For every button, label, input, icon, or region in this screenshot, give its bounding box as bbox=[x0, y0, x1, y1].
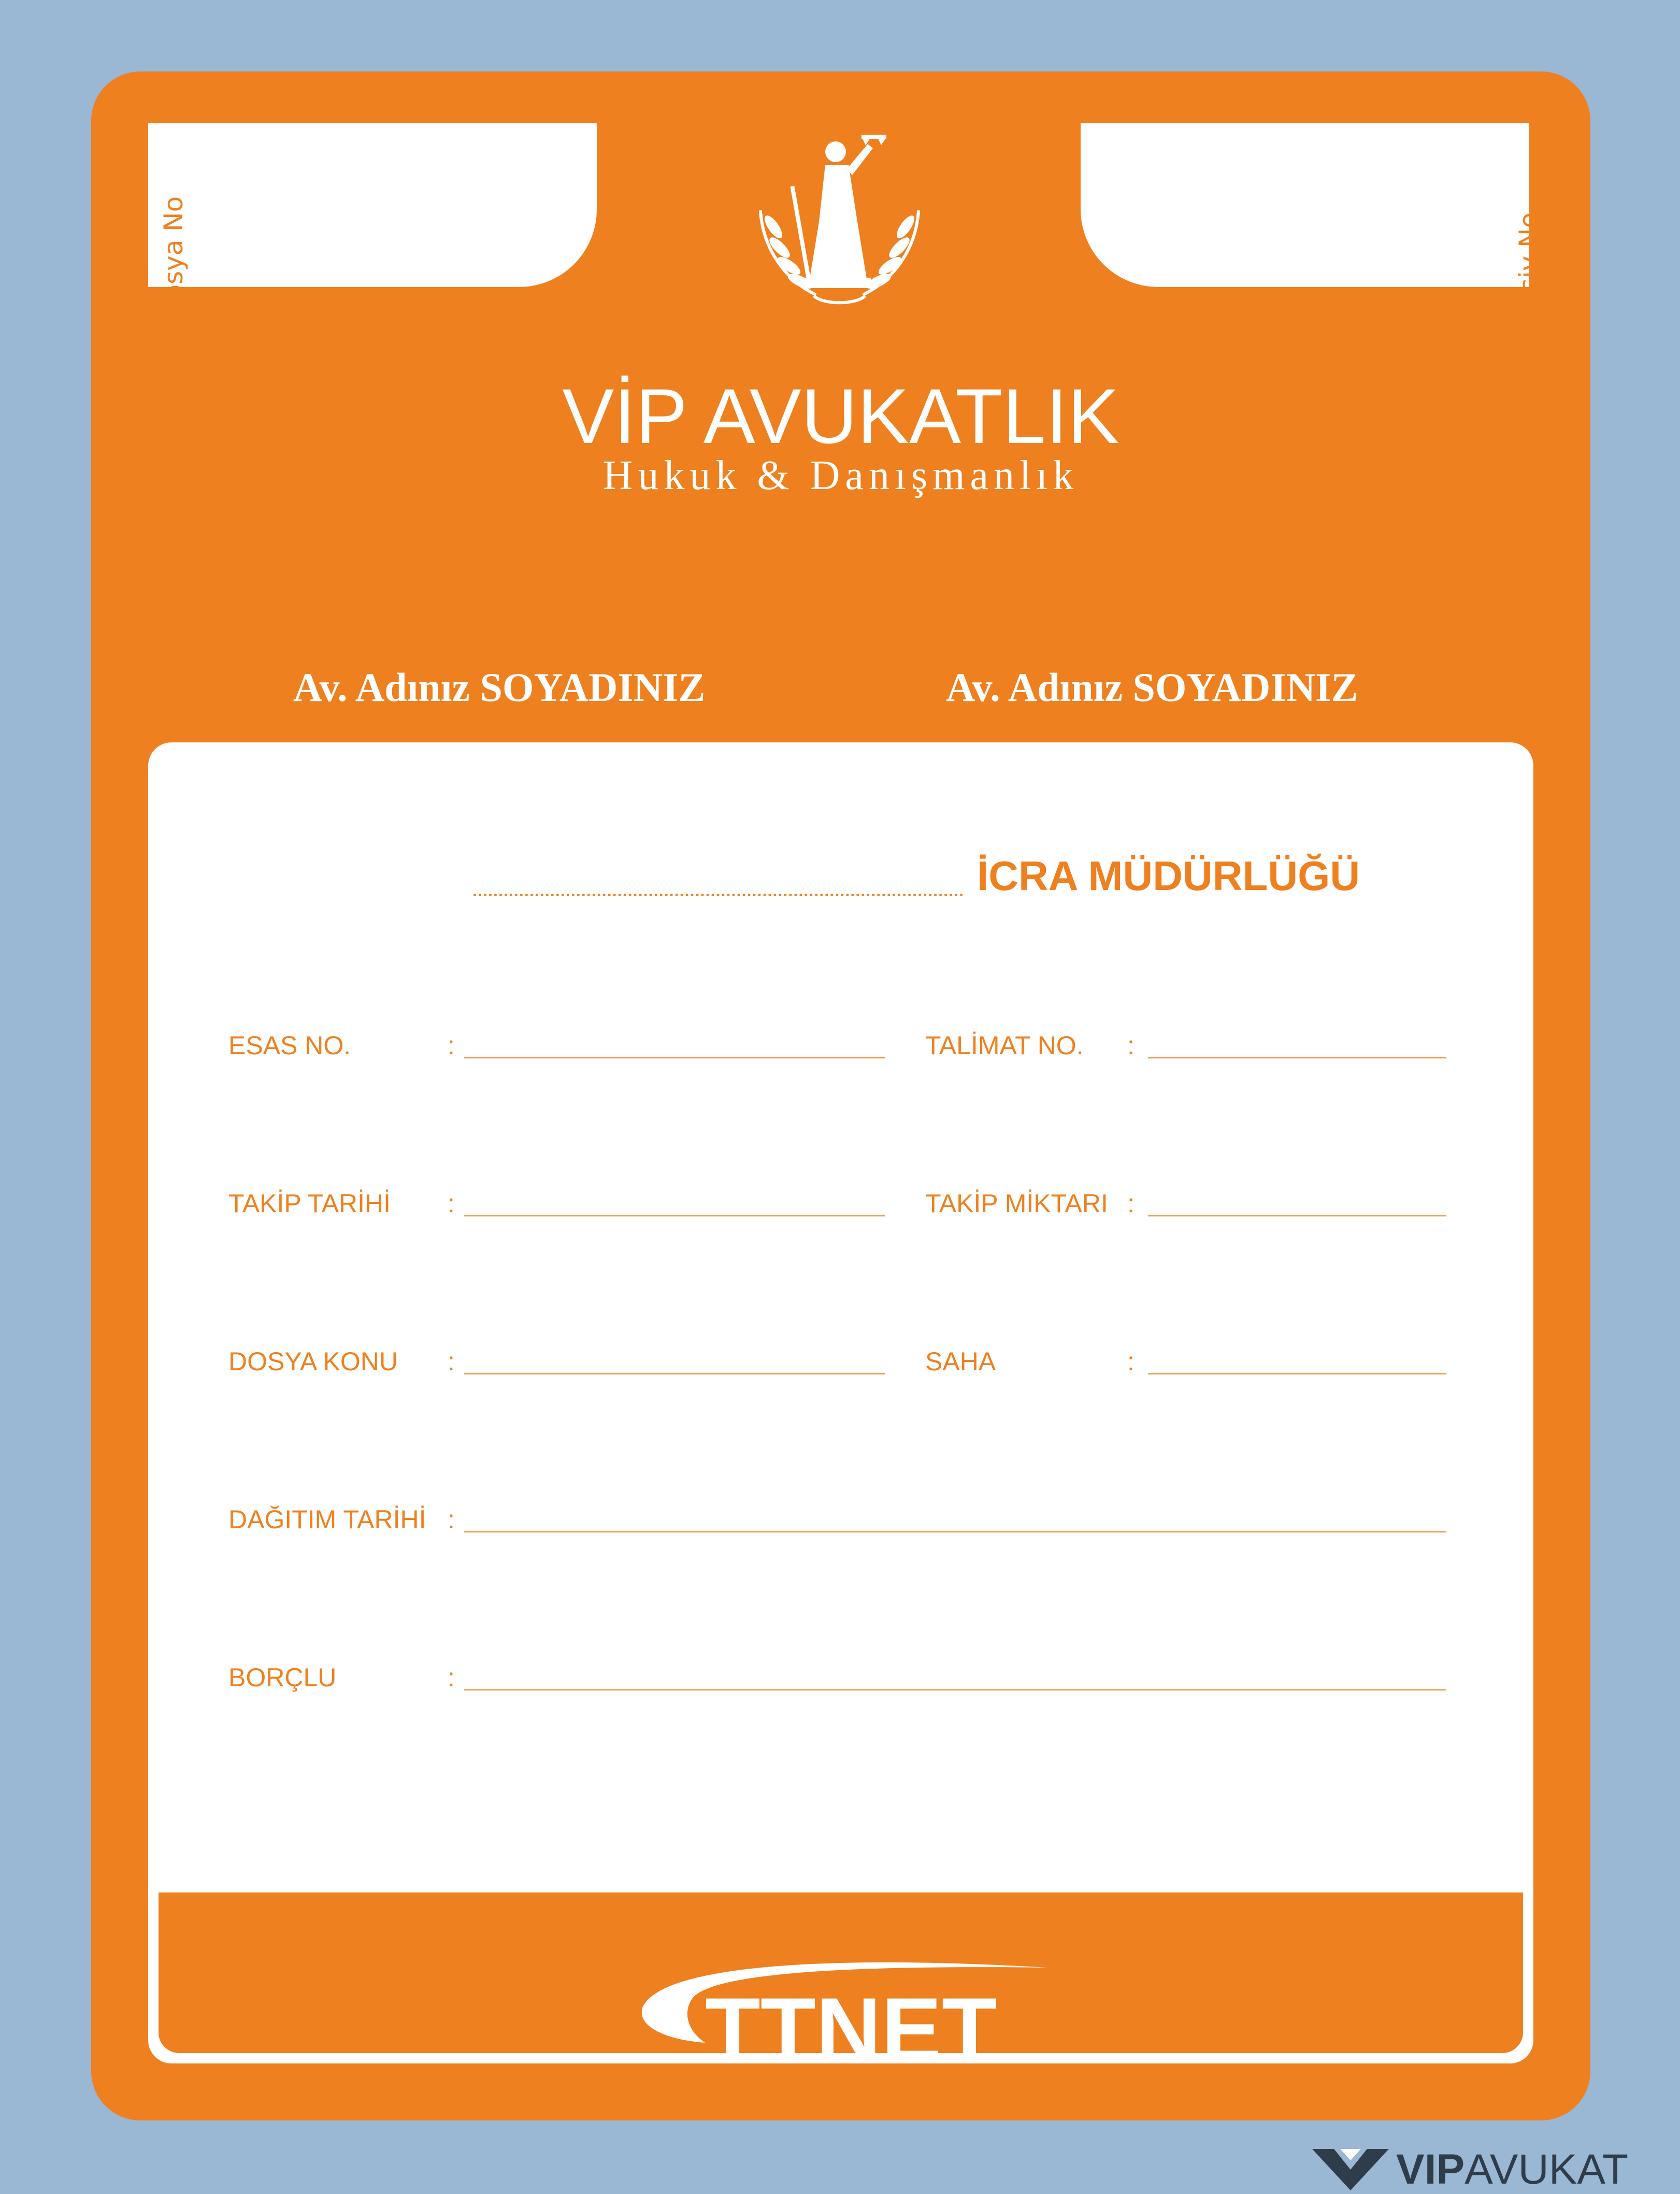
colon: : bbox=[448, 1347, 455, 1376]
debtor-line[interactable] bbox=[464, 1689, 1446, 1690]
instruction-no-line[interactable] bbox=[1148, 1057, 1446, 1058]
field-label-file-subject: DOSYA KONU bbox=[228, 1347, 398, 1376]
field-label-instruction-no: TALİMAT NO. bbox=[925, 1031, 1084, 1060]
watermark-vip: VIP bbox=[1396, 2146, 1465, 2191]
colon: : bbox=[1127, 1347, 1135, 1376]
colon: : bbox=[448, 1189, 455, 1218]
follow-up-amount-line[interactable] bbox=[1148, 1215, 1446, 1216]
field-label-distribution-date: DAĞITIM TARİHİ bbox=[228, 1505, 426, 1534]
file-subject-line[interactable] bbox=[464, 1373, 885, 1374]
firm-subtitle: Hukuk & Danışmanlık bbox=[602, 453, 1079, 498]
ttnet-logo bbox=[633, 1949, 1057, 2069]
colon: : bbox=[448, 1663, 455, 1692]
file-number-label: Dosya No bbox=[159, 196, 189, 320]
case-info-panel bbox=[148, 742, 1533, 2069]
colon: : bbox=[448, 1031, 455, 1060]
follow-up-date-line[interactable] bbox=[464, 1215, 885, 1216]
colon: : bbox=[1127, 1031, 1135, 1060]
ttnet-logo-text: TTNET bbox=[705, 1980, 997, 2069]
watermark-avukat: AVUKAT bbox=[1464, 2146, 1629, 2191]
colon: : bbox=[1127, 1189, 1135, 1218]
distribution-date-line[interactable] bbox=[464, 1531, 1446, 1532]
svg-text:VIPAVUKAT bbox=[1396, 2146, 1628, 2191]
vip-avukat-watermark bbox=[1308, 2145, 1671, 2191]
lady-justice-icon bbox=[737, 123, 942, 336]
lawyer-name-1: Av. Adınız SOYADINIZ bbox=[293, 665, 706, 710]
file-number-box[interactable] bbox=[148, 123, 597, 320]
field-line[interactable] bbox=[1148, 1373, 1446, 1374]
case-no-line[interactable] bbox=[464, 1057, 885, 1058]
archive-number-box[interactable] bbox=[1081, 123, 1544, 320]
client-logo-band bbox=[159, 1892, 1523, 2069]
enforcement-office-heading: İCRA MÜDÜRLÜĞÜ bbox=[977, 853, 1360, 899]
colon: : bbox=[448, 1505, 455, 1534]
archive-number-label: Arşiv No bbox=[1514, 212, 1544, 320]
field-label-follow-up-amount: TAKİP MİKTARI bbox=[925, 1189, 1108, 1218]
field-label-case-no: ESAS NO. bbox=[228, 1031, 351, 1060]
field-label-debtor: BORÇLU bbox=[228, 1663, 337, 1692]
court-name-blank[interactable] bbox=[473, 894, 963, 896]
file-folder-cover bbox=[91, 71, 1590, 2120]
field-label-follow-up-date: TAKİP TARİHİ bbox=[228, 1189, 391, 1218]
lawyer-name-2: Av. Adınız SOYADINIZ bbox=[946, 665, 1358, 710]
firm-name: VİP AVUKATLIK bbox=[562, 372, 1119, 460]
field-label-field: SAHA bbox=[925, 1347, 996, 1376]
